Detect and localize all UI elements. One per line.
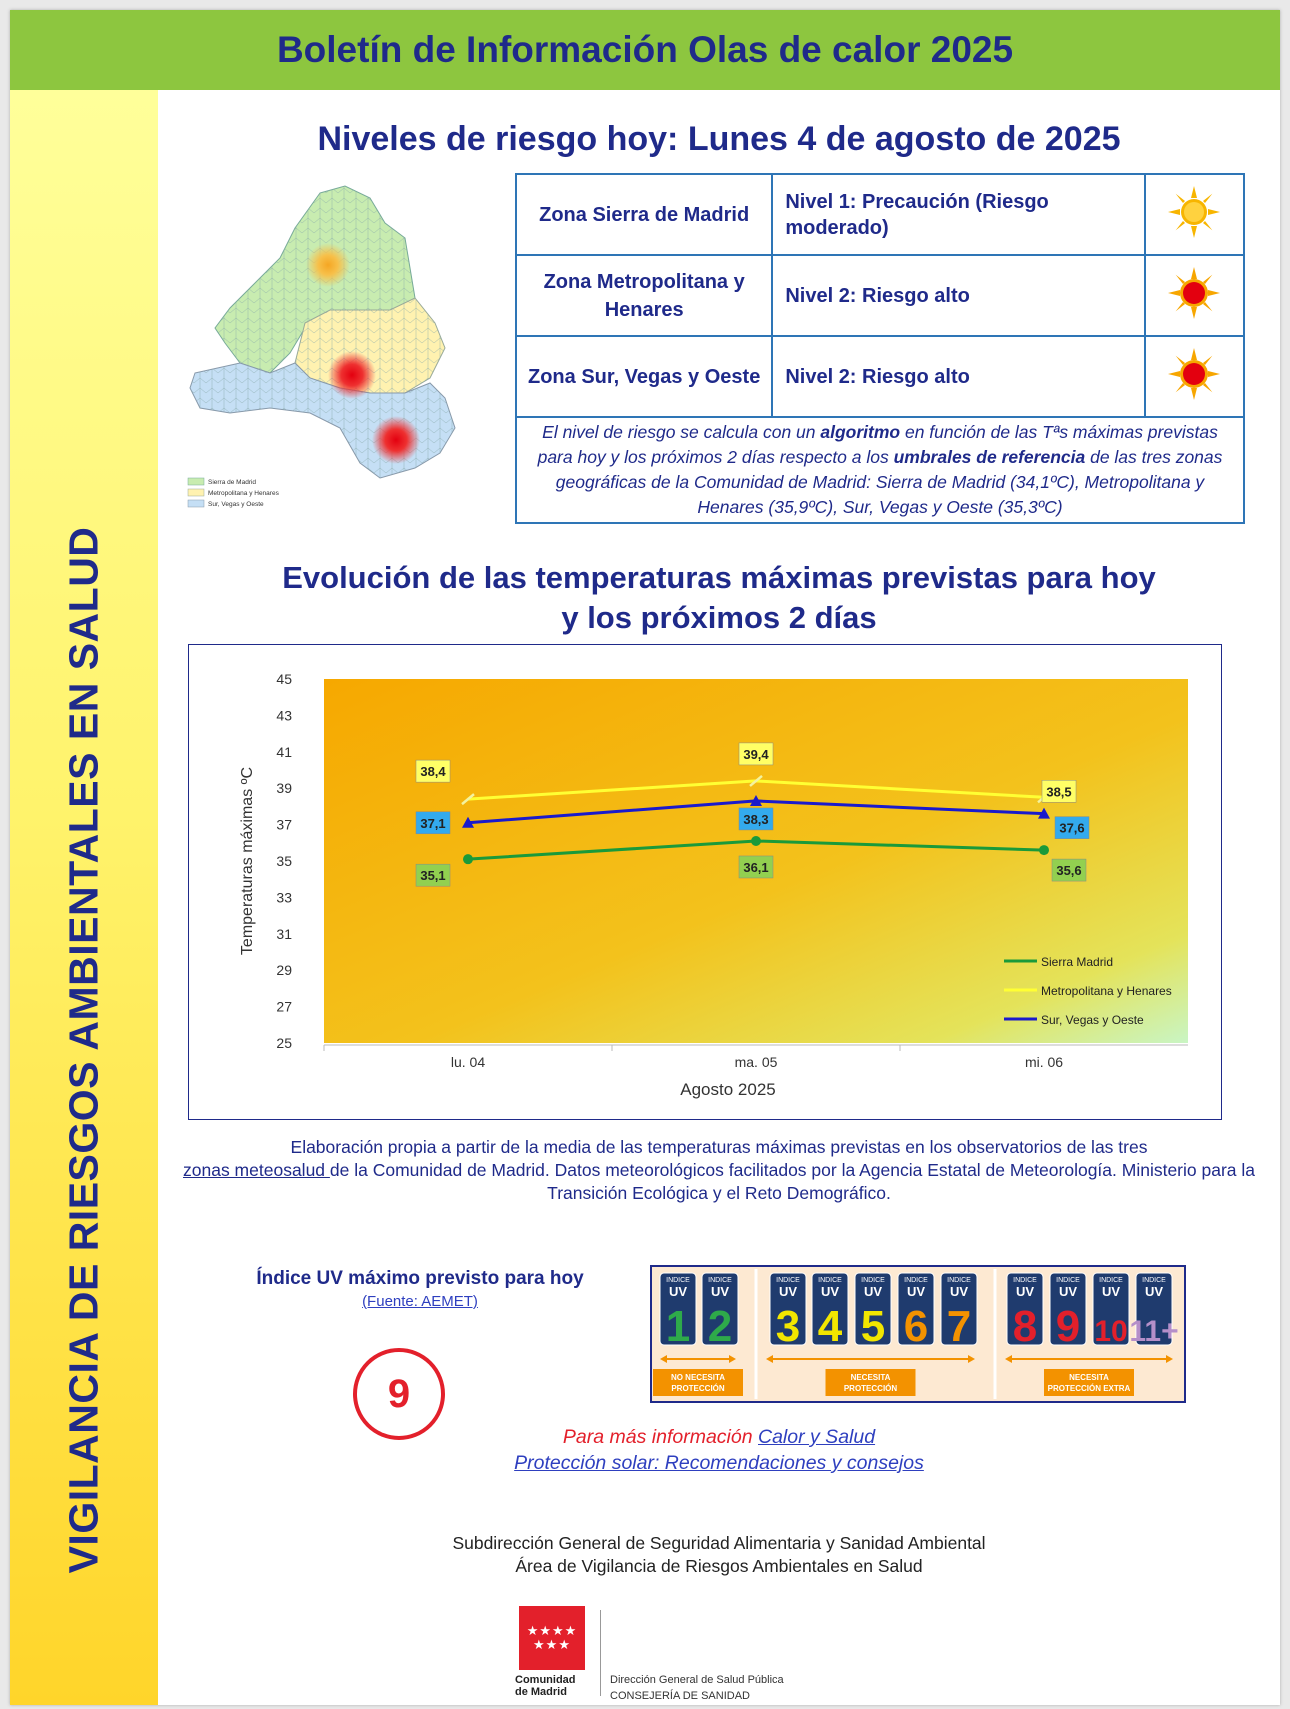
svg-text:1: 1 <box>665 1302 691 1351</box>
legend-entry: Metropolitana y Henares <box>1041 984 1172 998</box>
map-legend-sierra: Sierra de Madrid <box>208 479 257 486</box>
svg-text:11+: 11+ <box>1129 1315 1179 1348</box>
svg-text:INDICE: INDICE <box>1056 1277 1080 1284</box>
risk-row-metropolitana <box>516 255 1244 336</box>
y-tick-label: 43 <box>276 707 292 724</box>
svg-text:7: 7 <box>946 1302 972 1351</box>
data-point <box>751 836 761 846</box>
legend-entry: Sur, Vegas y Oeste <box>1041 1013 1144 1027</box>
zonas-meteosalud-link[interactable]: zonas meteosalud <box>183 1160 330 1180</box>
x-tick-label: lu. 04 <box>450 1054 486 1070</box>
svg-text:INDICE: INDICE <box>708 1277 732 1284</box>
map-level-marker-sur <box>372 416 420 464</box>
uv-title: Índice UV máximo previsto para hoy <box>256 1268 584 1289</box>
svg-text:UV: UV <box>1015 1284 1035 1299</box>
svg-text:35,1: 35,1 <box>420 868 446 884</box>
svg-text:UV: UV <box>820 1284 840 1299</box>
svg-text:UV: UV <box>1101 1284 1121 1299</box>
svg-text:NECESITA: NECESITA <box>850 1373 891 1382</box>
uv-scale-cell <box>702 1273 738 1351</box>
y-tick-label: 35 <box>276 853 292 869</box>
y-tick-label: 29 <box>276 962 292 979</box>
uv-scale-cell <box>855 1273 891 1351</box>
zone-name: Zona Sierra de Madrid <box>516 174 772 255</box>
uv-scale-cell <box>1129 1273 1178 1348</box>
uv-index-scale <box>650 1265 1186 1403</box>
header-bar <box>10 10 1280 90</box>
svg-text:INDICE: INDICE <box>666 1277 690 1284</box>
data-label <box>1042 780 1076 802</box>
svg-text:PROTECCIÓN EXTRA: PROTECCIÓN EXTRA <box>1047 1384 1131 1393</box>
uv-scale-cell <box>1093 1273 1129 1348</box>
y-tick-label: 27 <box>276 998 292 1015</box>
y-tick-label: 41 <box>276 743 292 760</box>
sidebar-band <box>10 90 158 1705</box>
svg-text:36,1: 36,1 <box>743 859 769 875</box>
svg-text:INDICE: INDICE <box>1142 1277 1166 1284</box>
svg-text:38,3: 38,3 <box>743 811 769 827</box>
y-tick-label: 37 <box>276 816 292 833</box>
madrid-zones-map <box>170 178 500 508</box>
map-level-marker-metropolitana <box>328 351 376 399</box>
note-umbrales: umbrales de referencia <box>893 447 1086 467</box>
svg-text:UV: UV <box>949 1284 969 1299</box>
y-tick-label: 39 <box>276 780 292 797</box>
svg-text:2: 2 <box>707 1302 733 1351</box>
comunidad-madrid-logo: ★★★★ ★★★ Comunidad de Madrid <box>515 1606 595 1698</box>
sun-red-icon <box>1166 346 1222 402</box>
x-axis-label: Agosto 2025 <box>680 1080 776 1099</box>
svg-text:37,1: 37,1 <box>420 815 446 831</box>
svg-text:INDICE: INDICE <box>1013 1277 1037 1284</box>
y-tick-label: 31 <box>276 925 292 942</box>
risk-row-sur <box>516 336 1244 417</box>
risk-title: Niveles de riesgo hoy: Lunes 4 de agosto de 2025 <box>317 120 1121 158</box>
legend-entry: Sierra Madrid <box>1041 955 1114 969</box>
department-text: Dirección General de Salud Pública CONSEJERÍA DE SANIDAD <box>610 1674 784 1702</box>
svg-text:INDICE: INDICE <box>1099 1277 1123 1284</box>
uv-scale-cell <box>1007 1273 1043 1351</box>
uv-scale-cell <box>770 1273 806 1351</box>
chart-source-note: Elaboración propia a partir de la media de las temperaturas máximas previstas en los observatorios de las tres zonas meteosalud de la Comunidad de Madrid. Datos meteorológicos facilitados por la Agencia Estatal de Meteorología. Ministerio para la Transición Ecológica y el Reto Demográfico. <box>183 1137 1255 1203</box>
note-algoritmo: algoritmo <box>820 422 901 442</box>
bulletin-page <box>10 10 1280 1705</box>
svg-text:3: 3 <box>775 1302 801 1351</box>
sidebar-vertical-title: VIGILANCIA DE RIESGOS AMBIENTALES EN SALUD <box>60 526 107 1574</box>
temperature-chart-frame <box>188 644 1222 1120</box>
data-label <box>416 812 450 834</box>
data-label <box>739 808 773 830</box>
map-legend-sur: Sur, Vegas y Oeste <box>208 501 264 508</box>
uv-index-value: 9 <box>353 1348 445 1440</box>
risk-row-sierra <box>516 174 1244 255</box>
data-label <box>416 760 450 782</box>
svg-text:39,4: 39,4 <box>743 746 769 762</box>
svg-text:UV: UV <box>1058 1284 1078 1299</box>
svg-text:UV: UV <box>906 1284 926 1299</box>
uv-scale-cell <box>660 1273 696 1351</box>
svg-text:UV: UV <box>710 1284 730 1299</box>
risk-level: Nivel 1: Precaución (Riesgo moderado) <box>772 174 1144 255</box>
svg-text:8: 8 <box>1012 1302 1038 1351</box>
svg-text:INDICE: INDICE <box>818 1277 842 1284</box>
risk-table <box>515 173 1245 524</box>
svg-text:37,6: 37,6 <box>1059 820 1085 836</box>
svg-text:UV: UV <box>668 1284 688 1299</box>
sun-red-icon <box>1166 265 1222 321</box>
svg-text:INDICE: INDICE <box>947 1277 971 1284</box>
svg-text:UV: UV <box>863 1284 883 1299</box>
zone-name: Zona Metropolitana y Henares <box>516 255 772 336</box>
svg-text:10: 10 <box>1094 1315 1128 1348</box>
footer-credits: Subdirección General de Seguridad Alimentaria y Sanidad Ambiental Área de Vigilancia de Riesgos Ambientales en Salud <box>452 1533 986 1576</box>
svg-text:INDICE: INDICE <box>776 1277 800 1284</box>
svg-text:5: 5 <box>860 1302 886 1351</box>
svg-text:35,6: 35,6 <box>1056 863 1082 879</box>
svg-text:9: 9 <box>1055 1302 1081 1351</box>
svg-text:UV: UV <box>1144 1284 1164 1299</box>
zone-name: Zona Sur, Vegas y Oeste <box>516 336 772 417</box>
uv-scale-cell <box>941 1273 977 1351</box>
logo-stars: ★★★★ ★★★ <box>526 1623 578 1652</box>
svg-text:UV: UV <box>778 1284 798 1299</box>
risk-level: Nivel 2: Riesgo alto <box>772 255 1144 336</box>
y-tick-label: 45 <box>276 671 292 687</box>
sun-yellow-icon <box>1166 184 1222 240</box>
svg-text:PROTECCIÓN: PROTECCIÓN <box>843 1384 898 1393</box>
y-tick-label: 25 <box>276 1035 292 1051</box>
uv-scale-cell <box>1050 1273 1086 1351</box>
svg-text:38,4: 38,4 <box>420 764 446 780</box>
risk-note: El nivel de riesgo se calcula con un algoritmo en función de las Tªs máximas previstas para hoy y los próximos 2 días respecto a los umbrales de referencia de las tres zonas geográficas de la Comunidad de Madrid: Sierra de Madrid (34,1ºC), Metropolitana y Henares (35,9ºC), Sur, Vegas y Oeste (35,3ºC) <box>516 417 1244 523</box>
bulletin-title: Boletín de Información Olas de calor 2025 <box>276 29 1014 70</box>
svg-text:NO NECESITA: NO NECESITA <box>670 1373 726 1382</box>
data-label <box>1052 859 1086 881</box>
data-point <box>463 854 473 864</box>
y-axis-label: Temperaturas máximas ºC <box>239 766 256 956</box>
uv-scale-cell <box>812 1273 848 1351</box>
x-tick-label: mi. 06 <box>1024 1054 1064 1070</box>
svg-text:6: 6 <box>903 1302 929 1351</box>
evolution-title: Evolución de las temperaturas máximas previstas para hoy y los próximos 2 días <box>282 560 1156 635</box>
data-label <box>416 864 450 886</box>
aemet-source-link[interactable]: (Fuente: AEMET) <box>362 1293 478 1310</box>
data-label <box>739 743 773 765</box>
map-level-marker-sierra <box>306 243 350 287</box>
map-legend-metropolitana: Metropolitana y Henares <box>208 490 279 497</box>
temperature-line-chart <box>189 645 1221 1119</box>
more-info: Para más información Calor y Salud Protección solar: Recomendaciones y consejos <box>514 1426 924 1474</box>
data-label <box>1055 817 1089 839</box>
svg-text:PROTECCIÓN: PROTECCIÓN <box>671 1384 725 1393</box>
svg-text:38,5: 38,5 <box>1046 784 1072 800</box>
svg-text:INDICE: INDICE <box>904 1277 928 1284</box>
y-tick-label: 33 <box>276 889 292 906</box>
svg-text:INDICE: INDICE <box>861 1277 885 1284</box>
proteccion-solar-link[interactable]: Protección solar: Recomendaciones y consejos <box>514 1452 924 1474</box>
svg-text:4: 4 <box>817 1302 843 1351</box>
risk-level: Nivel 2: Riesgo alto <box>772 336 1144 417</box>
calor-y-salud-link[interactable]: Calor y Salud <box>758 1426 876 1448</box>
x-tick-label: ma. 05 <box>734 1054 778 1070</box>
svg-text:NECESITA: NECESITA <box>1069 1373 1109 1382</box>
uv-scale-cell <box>898 1273 934 1351</box>
data-point <box>1039 845 1049 855</box>
data-label <box>739 856 773 878</box>
